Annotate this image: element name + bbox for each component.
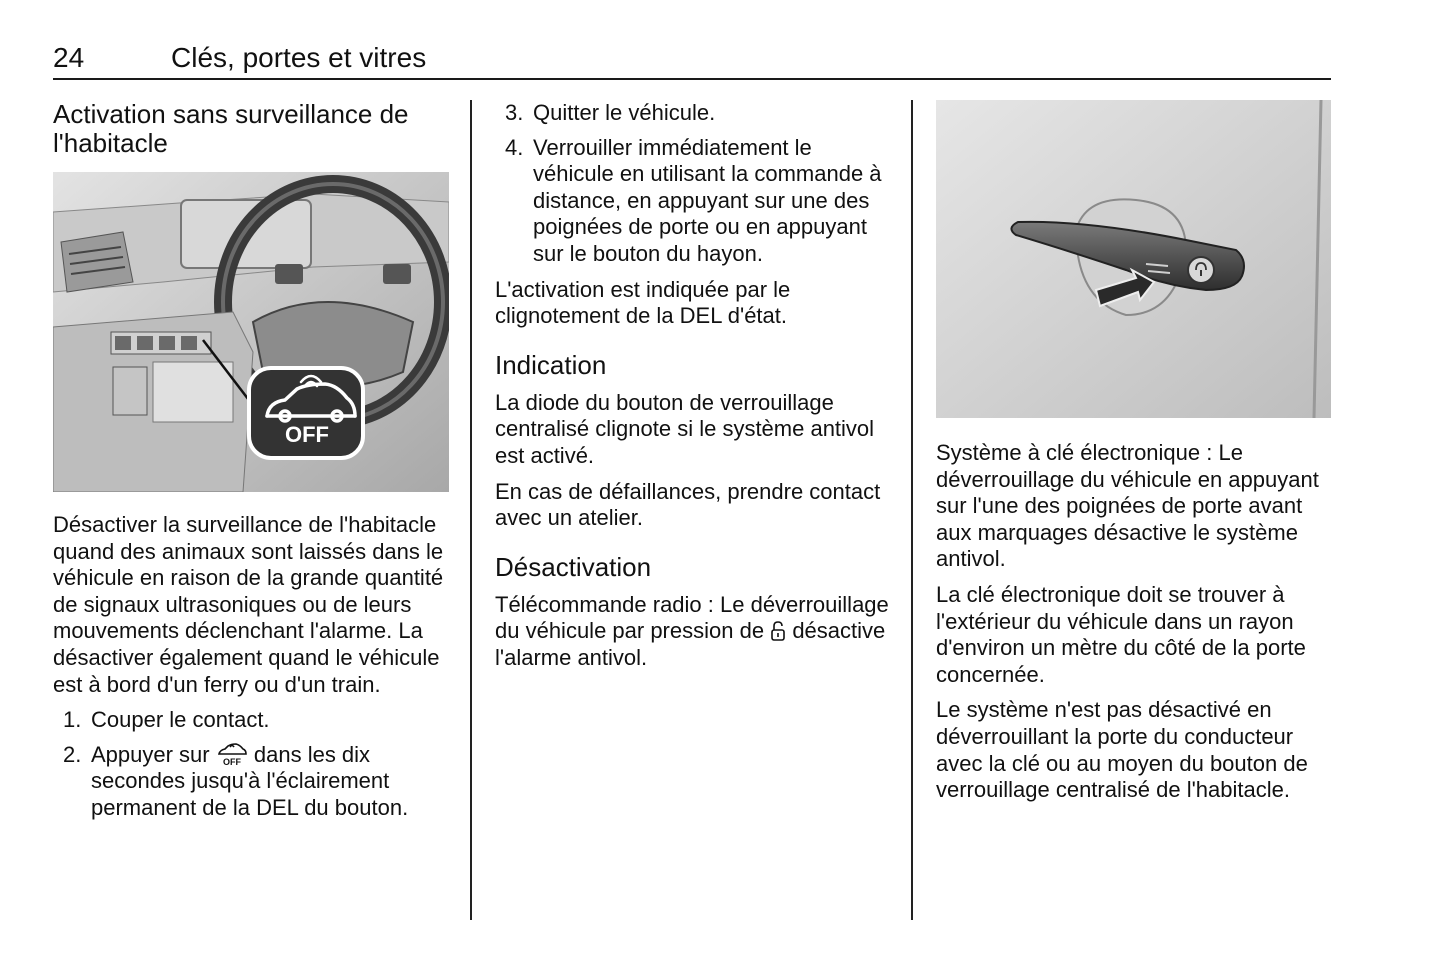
page-number: 24 (53, 42, 85, 73)
column-2 (495, 100, 895, 681)
unlock-icon (770, 620, 786, 642)
steps-list (53, 707, 453, 821)
paragraph: L'activation est indiquée par le clignotement de la DEL d'état. (495, 276, 791, 329)
list-item: 2. Appuyer sur OFF dans les dix secondes jusqu'à l'éclairement permanent de la DEL du bouton. (63, 741, 409, 820)
steps-list (495, 100, 895, 268)
column-divider-2 (911, 100, 913, 920)
section-heading-indication: Indication (495, 349, 607, 380)
door-handle-illustration (936, 100, 1331, 418)
column-1 (53, 100, 453, 831)
list-item: 3. Quitter le véhicule. (505, 100, 716, 125)
list-item: 4. Verrouiller immédiatement le véhicule en utilisant la commande à distance, en appuyant sur une des poignées de porte ou en appuyant sur le bouton du hayon. (505, 134, 882, 266)
off-badge-label: OFF (285, 422, 329, 447)
column-3 (936, 100, 1336, 813)
paragraph: La diode du bouton de verrouillage centralisé clignote si le système antivol est activé. (495, 389, 875, 468)
interior-monitoring-off-icon (216, 742, 248, 766)
page-header (53, 40, 1331, 80)
paragraph: Désactiver la surveillance de l'habitacle quand des animaux sont laissés dans le véhicule en raison de la grande quantité de signaux ultrasoniques ou de leurs mouvements déclenchant l'alarme. La désactiver également quand le véhicule est à bord d'un ferry ou d'un train. (53, 512, 444, 697)
paragraph: Système à clé électronique : Le déverrouillage du véhicule en appuyant sur l'une des poignées de porte avant aux marquages désactive le système antivol. (936, 440, 1319, 572)
paragraph: Télécommande radio : Le déverrouillage du véhicule par pression de désactive l'alarme antivol. (495, 591, 889, 670)
column-divider-1 (470, 100, 472, 920)
paragraph: En cas de défaillances, prendre contact avec un atelier. (495, 478, 881, 531)
section-heading-desactivation: Désactivation (495, 551, 652, 582)
paragraph: Le système n'est pas désactivé en déverrouillant la porte du conducteur avec la clé ou au moyen du bouton de verrouillage centralisé de l'habitacle. (936, 697, 1308, 803)
paragraph: La clé électronique doit se trouver à l'extérieur du véhicule dans un rayon d'environ un mètre du côté de la porte concernée. (936, 581, 1306, 687)
section-heading: Activation sans surveillance de l'habitacle (53, 99, 409, 158)
list-item: 1. Couper le contact. (63, 707, 270, 733)
dashboard-illustration (53, 172, 449, 492)
svg-text:OFF: OFF (222, 756, 241, 766)
chapter-title: Clés, portes et vitres (171, 42, 427, 73)
